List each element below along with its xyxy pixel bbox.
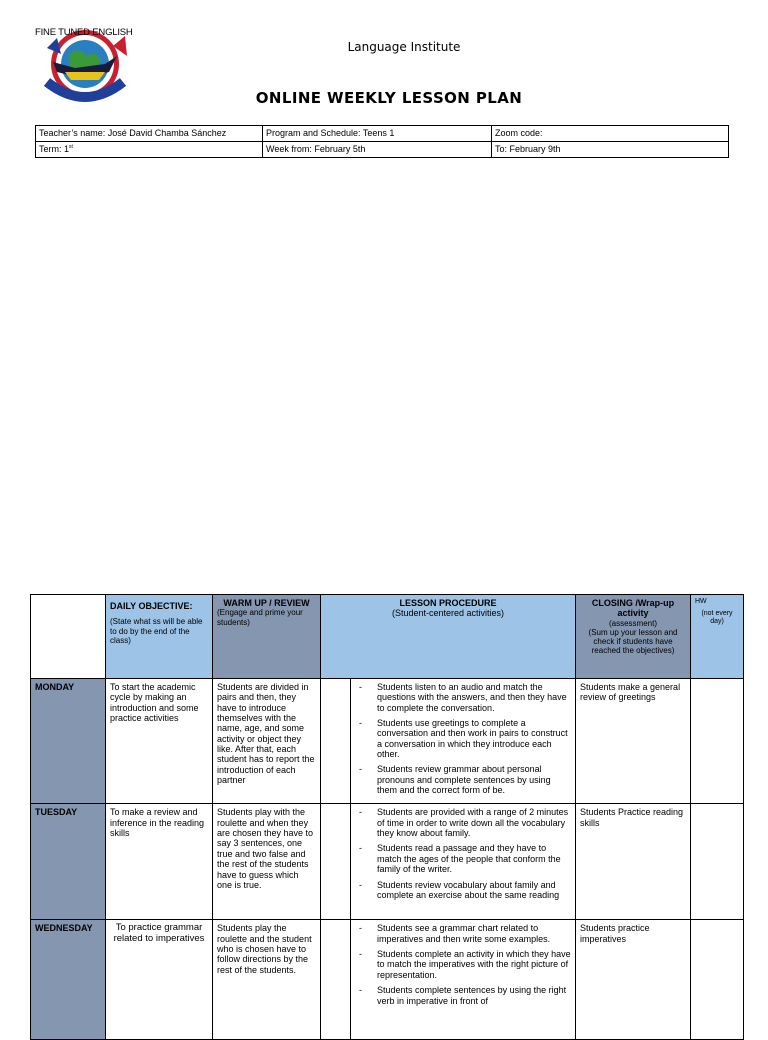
table-row [31, 920, 744, 1040]
objective-cell: To start the academic cycle by making an introduction and some practice activities [106, 679, 213, 804]
lesson-plan-table [30, 594, 744, 1040]
list-item: - Students read a passage and they have to match the ages of the people that conform the family of the writer. [355, 843, 571, 874]
closing-cell: Students Practice reading skills [576, 804, 691, 920]
warmup-cell: Students play the roulette and the student who is chosen have to follow directions by the rest of the students. [213, 920, 321, 1040]
list-item: - Students use greetings to complete a conversation and then work in pairs to construct a conversation in which they introduce each other. [355, 718, 571, 759]
list-item: - Students see a grammar chart related to imperatives and then write some examples. [355, 923, 571, 944]
institute-name: Language Institute [347, 40, 461, 54]
list-item: - Students listen to an audio and match the questions with the answers, and then they have to complete the conversation. [355, 682, 571, 713]
program-cell: Program and Schedule: Teens 1 [263, 126, 492, 142]
objective-cell: To make a review and inference in the reading skills [106, 804, 213, 920]
hw-cell [691, 679, 744, 804]
hw-header: HW (not every day) [691, 595, 744, 679]
procedure-header: LESSON PROCEDURE (Student-centered activities) [321, 595, 576, 679]
teacher-cell: Teacher’s name: José David Chamba Sánchez [36, 126, 263, 142]
closing-cell: Students make a general review of greetings [576, 679, 691, 804]
closing-cell: Students practice imperatives [576, 920, 691, 1040]
hw-cell [691, 804, 744, 920]
day-monday: MONDAY [31, 679, 106, 804]
procedure-cell [351, 920, 576, 1040]
list-item: - Students review vocabulary about family and complete an exercise about the same reading [355, 880, 571, 901]
procedure-cell [351, 679, 576, 804]
day-wednesday: WEDNESDAY [31, 920, 106, 1040]
day-tuesday: TUESDAY [31, 804, 106, 920]
hw-cell [691, 920, 744, 1040]
term-cell: Term: 1st [36, 142, 263, 158]
procedure-cell [351, 804, 576, 920]
brand-text: FINE TUNED ENGLISH [35, 27, 133, 38]
closing-header: CLOSING /Wrap-up activity (assessment) (Sum up your lesson and check if students have reached the objectives) [576, 595, 691, 679]
table-row [31, 804, 744, 920]
zoom-cell: Zoom code: [492, 126, 729, 142]
list-item: - Students complete sentences by using the right verb in imperative in front of [355, 985, 571, 1006]
week-from-cell: Week from: February 5th [263, 142, 492, 158]
week-to-cell: To: February 9th [492, 142, 729, 158]
objective-header: DAILY OBJECTIVE: (State what ss will be able to do by the end of the class) [106, 595, 213, 679]
warmup-cell: Students are divided in pairs and then, they have to introduce themselves with the name, age, and some activity or object they like. After that, each student has to report the introduction of each partner [213, 679, 321, 804]
list-item: - Students complete an activity in which they have to match the imperatives with the right picture of representation. [355, 949, 571, 980]
page-title: ONLINE WEEKLY LESSON PLAN [255, 89, 523, 107]
corner-cell [31, 595, 106, 679]
objective-cell: To practice grammar related to imperatives [106, 920, 213, 1040]
warmup-header: WARM UP / REVIEW (Engage and prime your students) [213, 595, 321, 679]
info-table [35, 125, 729, 158]
warmup-cell: Students play with the roulette and when they are chosen they have to say 3 sentences, one true and two false and the rest of the students have to guess which one is true. [213, 804, 321, 920]
table-row [31, 679, 744, 804]
list-item: - Students are provided with a range of 2 minutes of time in order to write down all the vocabulary they know about family. [355, 807, 571, 838]
list-item: - Students review grammar about personal pronouns and complete sentences by using them and the correct form of be. [355, 764, 571, 795]
